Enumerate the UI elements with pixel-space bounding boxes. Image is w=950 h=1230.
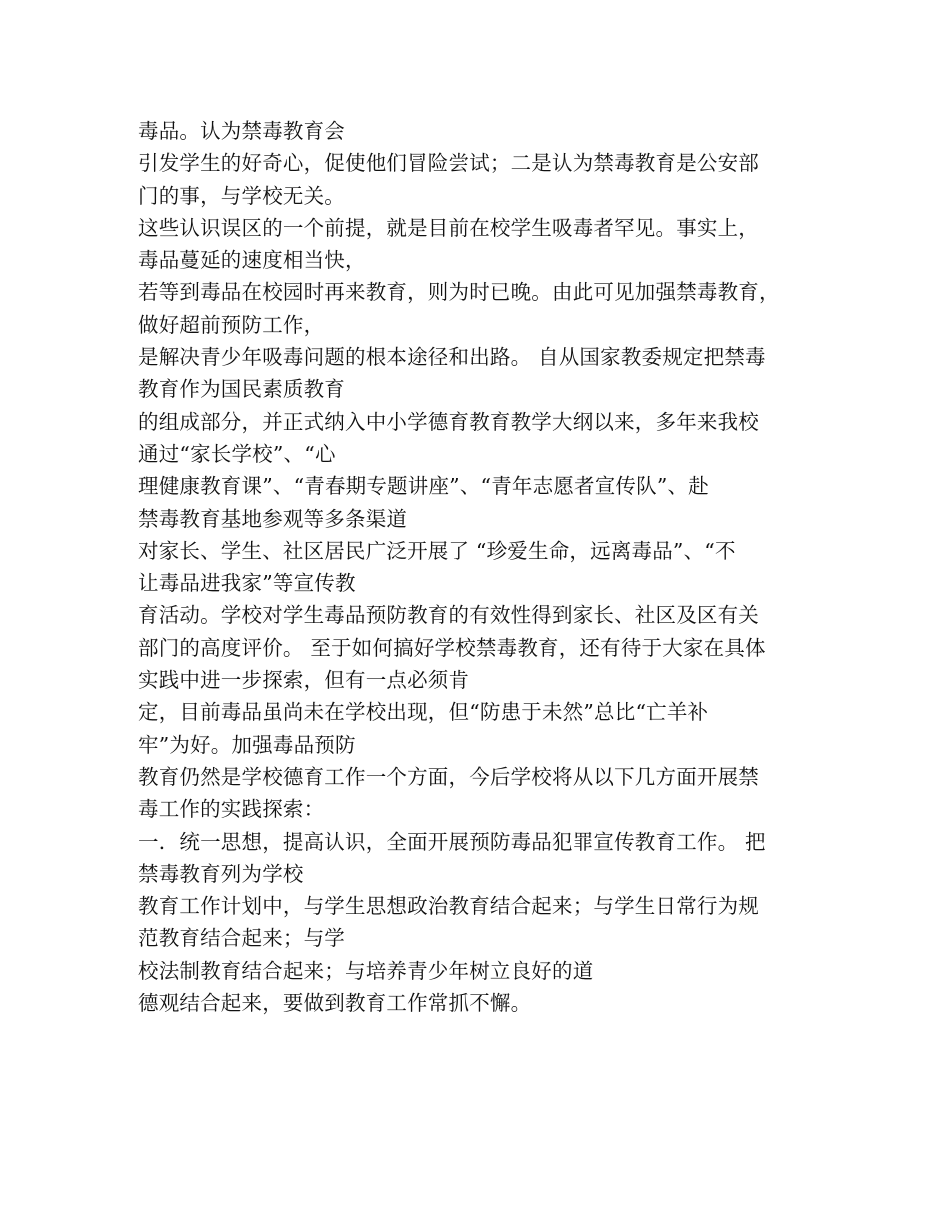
text-line: 育活动。学校对学生毒品预防教育的有效性得到家长、社区及区有关 bbox=[138, 603, 759, 628]
text-line: 禁毒教育基地参观等多条渠道 bbox=[138, 506, 408, 531]
text-line: 一．统一思想，提高认识，全面开展预防毒品犯罪宣传教育工作。 把 bbox=[138, 829, 766, 854]
text-line: 的组成部分，并正式纳入中小学德育教育教学大纲以来，多年来我校 bbox=[138, 409, 759, 434]
text-line: 做好超前预防工作， bbox=[138, 312, 325, 337]
text-line: 教育作为国民素质教育 bbox=[138, 377, 345, 402]
text-line: 让毒品进我家”等宣传教 bbox=[138, 571, 356, 596]
text-line: 校法制教育结合起来；与培养青少年树立良好的道 bbox=[138, 958, 594, 983]
text-line: 范教育结合起来；与学 bbox=[138, 926, 345, 951]
text-line: 引发学生的好奇心，促使他们冒险尝试；二是认为禁毒教育是公安部 bbox=[138, 151, 759, 176]
text-line: 毒品蔓延的速度相当快， bbox=[138, 248, 366, 273]
text-line: 德观结合起来，要做到教育工作常抓不懈。 bbox=[138, 991, 532, 1016]
text-line: 这些认识误区的一个前提，就是目前在校学生吸毒者罕见。事实上， bbox=[138, 215, 759, 240]
text-line: 教育仍然是学校德育工作一个方面，今后学校将从以下几方面开展禁 bbox=[138, 764, 759, 789]
text-line: 禁毒教育列为学校 bbox=[138, 861, 304, 886]
text-line: 门的事，与学校无关。 bbox=[138, 183, 345, 208]
text-line: 部门的高度评价。 至于如何搞好学校禁毒教育，还有待于大家在具体 bbox=[138, 635, 766, 660]
text-line: 理健康教育课”、“青春期专题讲座”、“青年志愿者宣传队”、赴 bbox=[138, 474, 709, 499]
text-line: 毒工作的实践探索： bbox=[138, 797, 325, 822]
text-line: 通过“家长学校”、“心 bbox=[138, 441, 336, 466]
text-line: 教育工作计划中，与学生思想政治教育结合起来；与学生日常行为规 bbox=[138, 894, 759, 919]
text-line: 实践中进一步探索，但有一点必须肯 bbox=[138, 668, 470, 693]
text-line: 对家长、学生、社区居民广泛开展了 “珍爱生命，远离毒品”、“不 bbox=[138, 538, 736, 563]
text-line: 牢”为好。加强毒品预防 bbox=[138, 732, 356, 757]
text-line: 毒品。认为禁毒教育会 bbox=[138, 119, 345, 143]
text-line: 定，目前毒品虽尚未在学校出现，但“防患于未然”总比“亡羊补 bbox=[138, 700, 709, 725]
text-line: 若等到毒品在校园时再来教育，则为时已晚。由此可见加强禁毒教育， bbox=[138, 280, 780, 305]
body-text bbox=[138, 115, 828, 1019]
text-line: 是解决青少年吸毒问题的根本途径和出路。 自从国家教委规定把禁毒 bbox=[138, 345, 766, 370]
